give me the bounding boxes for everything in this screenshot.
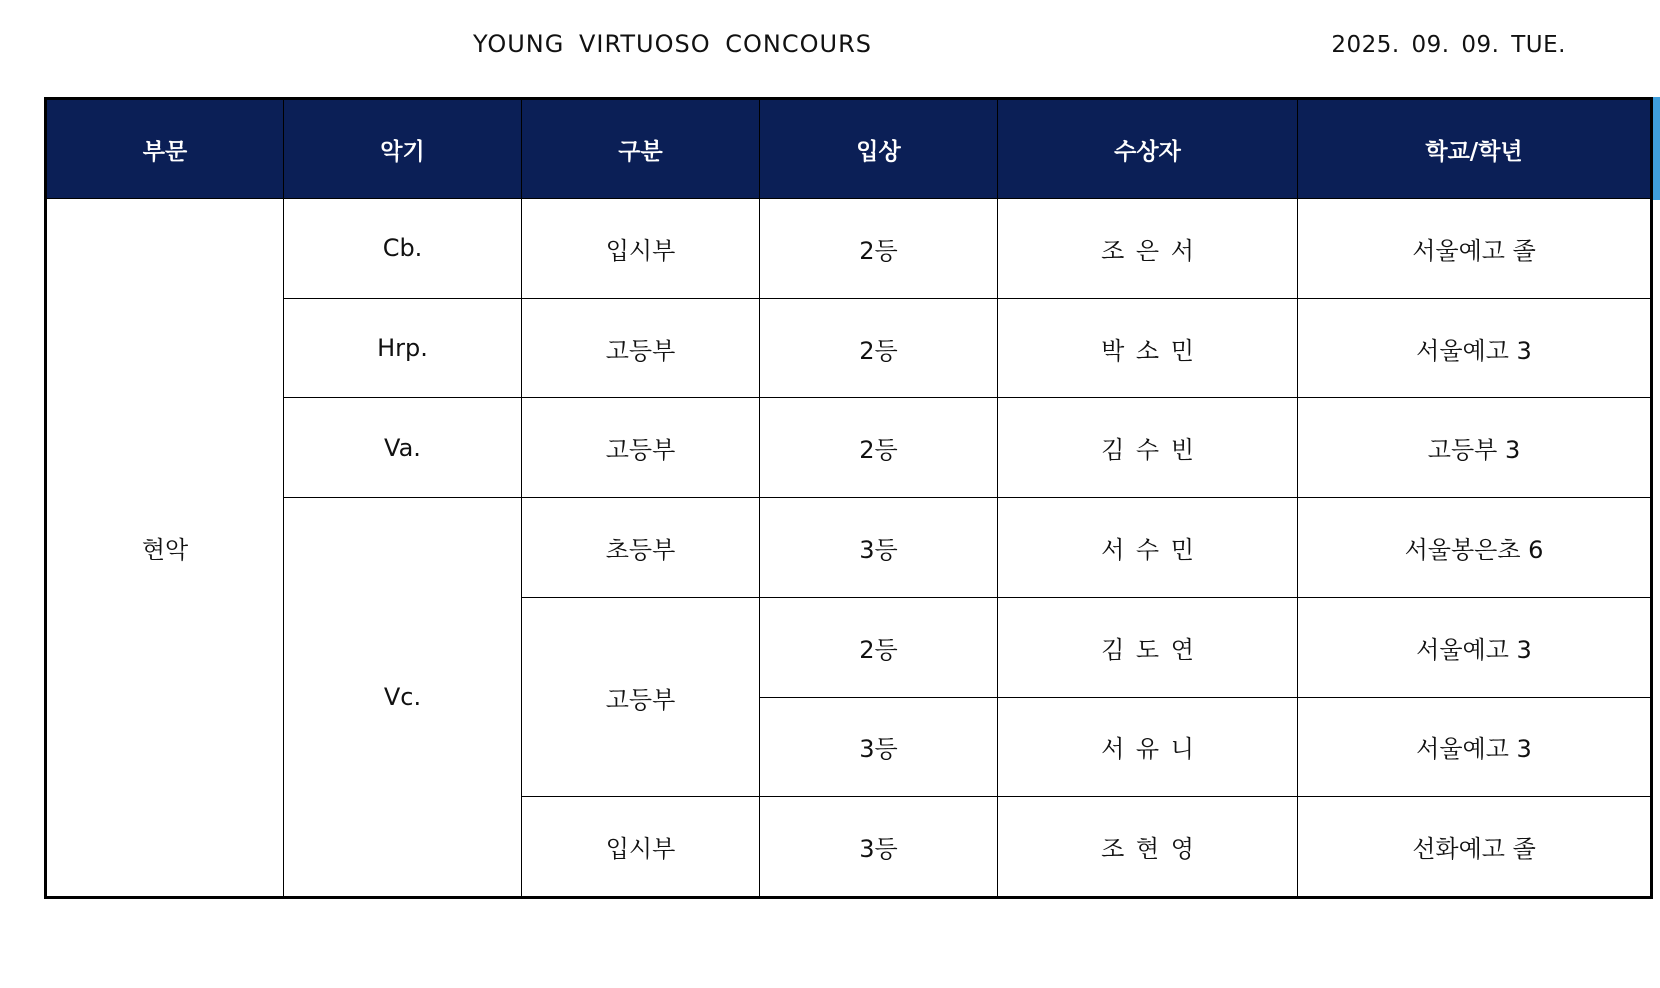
category-cell: 고등부: [522, 298, 760, 398]
school-cell: 선화예고 졸: [1298, 797, 1652, 898]
winner-cell: 서 수 민: [998, 498, 1298, 598]
school-cell: 서울예고 3: [1298, 697, 1652, 797]
prize-cell: 3등: [760, 797, 998, 898]
table-header-row: [46, 99, 1652, 199]
category-cell: 고등부: [522, 398, 760, 498]
winner-cell: 김 도 연: [998, 597, 1298, 697]
school-cell: 서울예고 3: [1298, 298, 1652, 398]
table-row: [46, 498, 1652, 598]
prize-cell: 2등: [760, 597, 998, 697]
table-row: [46, 398, 1652, 498]
instrument-cell: Va.: [284, 398, 522, 498]
document-title: YOUNG VIRTUOSO CONCOURS: [472, 30, 872, 58]
winner-cell: 박 소 민: [998, 298, 1298, 398]
column-header-division: 부문: [46, 99, 284, 199]
column-header-category: 구분: [522, 99, 760, 199]
column-header-prize: 입상: [760, 99, 998, 199]
school-cell: 서울예고 3: [1298, 597, 1652, 697]
prize-cell: 3등: [760, 697, 998, 797]
division-cell: 현악: [46, 199, 284, 898]
prize-cell: 2등: [760, 398, 998, 498]
column-header-instrument: 악기: [284, 99, 522, 199]
prize-cell: 2등: [760, 298, 998, 398]
school-cell: 고등부 3: [1298, 398, 1652, 498]
table-row: [46, 298, 1652, 398]
school-cell: 서울예고 졸: [1298, 199, 1652, 299]
prize-cell: 2등: [760, 199, 998, 299]
category-cell: 고등부: [522, 597, 760, 796]
category-cell: 초등부: [522, 498, 760, 598]
winner-cell: 조 현 영: [998, 797, 1298, 898]
winner-cell: 김 수 빈: [998, 398, 1298, 498]
winner-cell: 서 유 니: [998, 697, 1298, 797]
category-cell: 입시부: [522, 199, 760, 299]
awards-table: [44, 97, 1653, 899]
column-header-winner: 수상자: [998, 99, 1298, 199]
instrument-cell: Vc.: [284, 498, 522, 898]
document-date: 2025. 09. 09. TUE.: [1331, 32, 1566, 58]
category-cell: 입시부: [522, 797, 760, 898]
column-header-school-grade: 학교/학년: [1298, 99, 1652, 199]
table-row: [46, 199, 1652, 299]
winner-cell: 조 은 서: [998, 199, 1298, 299]
instrument-cell: Hrp.: [284, 298, 522, 398]
school-cell: 서울봉은초 6: [1298, 498, 1652, 598]
prize-cell: 3등: [760, 498, 998, 598]
instrument-cell: Cb.: [284, 199, 522, 299]
